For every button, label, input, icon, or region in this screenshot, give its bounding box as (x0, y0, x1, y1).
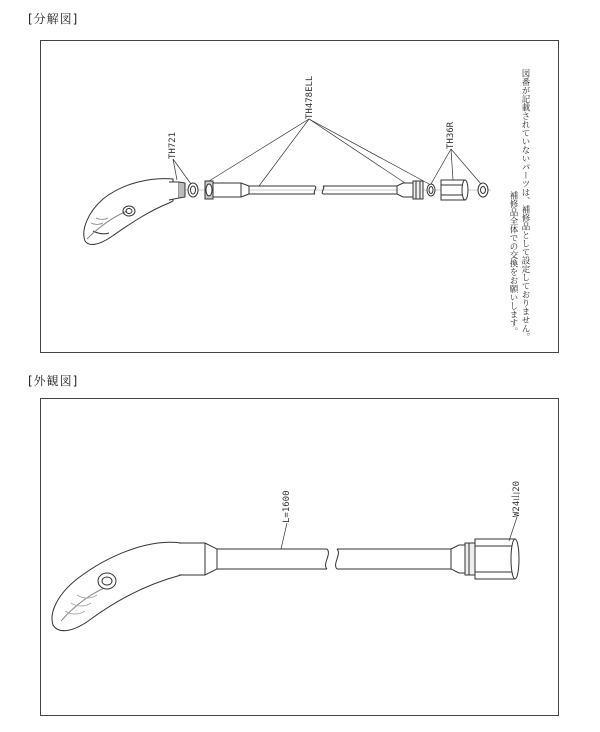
exterior-hose-left (217, 549, 328, 569)
exploded-view-frame (40, 40, 559, 353)
hose-fitting-left (205, 181, 249, 199)
washer (478, 183, 488, 197)
exterior-view-title: [外観図] (28, 374, 79, 388)
exterior-shower-head (52, 542, 217, 630)
part-label-hose: TH478ELL (305, 75, 315, 119)
exterior-fitting (451, 539, 519, 579)
hex-nut (441, 180, 468, 200)
exploded-drawing (41, 41, 558, 352)
o-ring-2 (427, 184, 435, 196)
thread-label: W24山20 (512, 480, 522, 517)
exterior-drawing (41, 399, 558, 715)
exterior-view-frame (40, 398, 559, 716)
length-label: L=1600 (282, 490, 292, 523)
part-label-head: TH721 (168, 131, 178, 159)
note-line-2: 補修品全体での交換をお願いします。 (508, 191, 518, 336)
leader-lines (173, 119, 481, 186)
shower-head-drawing (84, 179, 185, 245)
o-ring-1 (188, 183, 198, 197)
hose-fitting-right (397, 181, 423, 199)
exterior-hose-right (336, 549, 451, 569)
exploded-view-title: [分解図] (28, 12, 79, 26)
note-line-1: 図番が記載されていないパーツは、補修品として設定しておりません。 (520, 69, 530, 341)
part-label-nut: TH36R (446, 121, 456, 149)
